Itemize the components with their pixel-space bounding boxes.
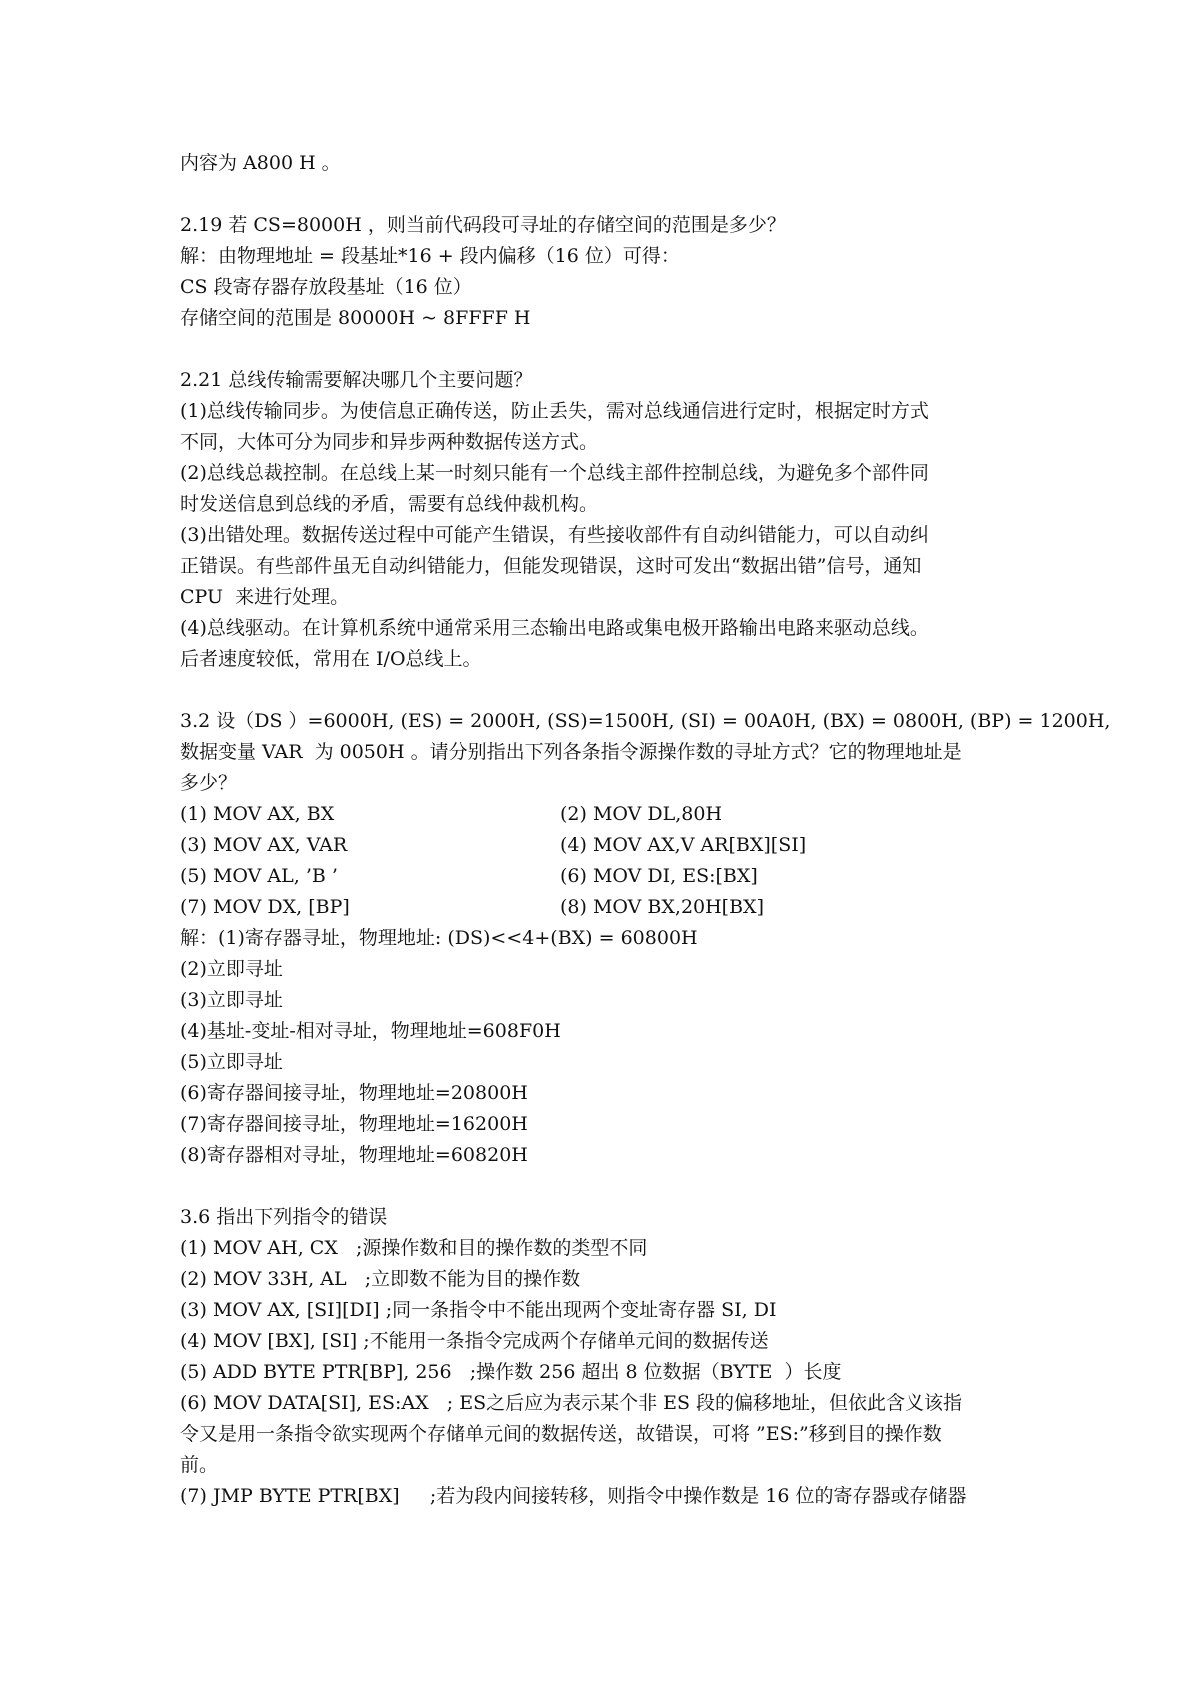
- answer-line: (6) MOV DATA[SI], ES:AX ; ES之后应为表示某个非 ES 段的偏移地址，但依此含义该指: [180, 1392, 963, 1414]
- question-3-2-title: 数据变量 VAR 为 0050H 。请分别指出下列各条指令源操作数的寻址方式？它的物理地址是: [180, 741, 962, 763]
- instruction-item: (3) MOV AX, VAR: [180, 834, 348, 856]
- answer-line: 解：(1)寄存器寻址，物理地址: (DS)<<4+(BX) = 60800H: [180, 927, 698, 949]
- answer-line: (2) MOV 33H, AL ;立即数不能为目的操作数: [180, 1268, 581, 1290]
- blank-line: [180, 179, 1140, 210]
- question-3-2-title: 多少？: [180, 772, 238, 794]
- answer-line: CS 段寄存器存放段基址（16 位）: [180, 276, 472, 298]
- instruction-item: (5) MOV AL, ’B ’: [180, 865, 338, 887]
- answer-line: (2)总线总裁控制。在总线上某一时刻只能有一个总线主部件控制总线，为避免多个部件同: [180, 462, 929, 484]
- answer-line: (1)总线传输同步。为使信息正确传送，防止丢失，需对总线通信进行定时，根据定时方式: [180, 400, 929, 422]
- question-3-6-title: 3.6 指出下列指令的错误: [180, 1206, 388, 1228]
- answer-line: (5) ADD BYTE PTR[BP], 256 ;操作数 256 超出 8 位数据（BYTE ）长度: [180, 1361, 842, 1383]
- answer-line: (4) MOV [BX], [SI] ;不能用一条指令完成两个存储单元间的数据传送: [180, 1330, 769, 1352]
- document-body: [180, 148, 1140, 1512]
- answer-line: 存储空间的范围是 80000H ~ 8FFFF H: [180, 307, 531, 329]
- instruction-row: [180, 830, 1140, 861]
- blank-line: [180, 1171, 1140, 1202]
- answer-line: (4)基址-变址-相对寻址，物理地址=608F0H: [180, 1020, 561, 1042]
- blank-line: [180, 334, 1140, 365]
- instruction-item: (1) MOV AX, BX: [180, 803, 335, 825]
- answer-line: (5)立即寻址: [180, 1051, 283, 1073]
- answer-line: (6)寄存器间接寻址，物理地址=20800H: [180, 1082, 528, 1104]
- instruction-item: (2) MOV DL,80H: [560, 803, 723, 825]
- question-3-2-title: 3.2 设（DS ）=6000H, (ES) = 2000H, (SS)=1500H, (SI) = 00A0H, (BX) = 0800H, (BP) = 1200H,: [180, 710, 1111, 732]
- answer-line: (2)立即寻址: [180, 958, 283, 980]
- answer-line: 正错误。有些部件虽无自动纠错能力，但能发现错误，这时可发出“数据出错”信号，通知: [180, 555, 922, 577]
- answer-line: (7) JMP BYTE PTR[BX] ;若为段内间接转移，则指令中操作数是 16 位的寄存器或存储器: [180, 1485, 967, 1507]
- answer-line: (8)寄存器相对寻址，物理地址=60820H: [180, 1144, 528, 1166]
- answer-line: 解：由物理地址 = 段基址*16 + 段内偏移（16 位）可得：: [180, 245, 680, 267]
- answer-line: 后者速度较低，常用在 I/O总线上。: [180, 648, 482, 670]
- intro-line: 内容为 A800 H 。: [180, 152, 341, 174]
- answer-line: (3)立即寻址: [180, 989, 283, 1011]
- answer-line: (1) MOV AH, CX ;源操作数和目的操作数的类型不同: [180, 1237, 648, 1259]
- question-2-19-title: 2.19 若 CS=8000H ，则当前代码段可寻址的存储空间的范围是多少？: [180, 214, 786, 236]
- answer-line: 令又是用一条指令欲实现两个存储单元间的数据传送，故错误，可将 ”ES:”移到目的操作数: [180, 1423, 942, 1445]
- instruction-item: (7) MOV DX, [BP]: [180, 896, 350, 918]
- instruction-row: [180, 861, 1140, 892]
- instruction-row: [180, 799, 1140, 830]
- answer-line: 不同，大体可分为同步和异步两种数据传送方式。: [180, 431, 599, 453]
- instruction-item: (6) MOV DI, ES:[BX]: [560, 865, 758, 887]
- instruction-item: (8) MOV BX,20H[BX]: [560, 896, 764, 918]
- instruction-item: (4) MOV AX,V AR[BX][SI]: [560, 834, 807, 856]
- answer-line: 前。: [180, 1454, 219, 1476]
- answer-line: 时发送信息到总线的矛盾，需要有总线仲裁机构。: [180, 493, 599, 515]
- answer-line: (3)出错处理。数据传送过程中可能产生错误，有些接收部件有自动纠错能力，可以自动纠: [180, 524, 929, 546]
- blank-line: [180, 675, 1140, 706]
- question-2-21-title: 2.21 总线传输需要解决哪几个主要问题？: [180, 369, 533, 391]
- answer-line: (4)总线驱动。在计算机系统中通常采用三态输出电路或集电极开路输出电路来驱动总线。: [180, 617, 929, 639]
- instruction-row: [180, 892, 1140, 923]
- answer-line: (7)寄存器间接寻址，物理地址=16200H: [180, 1113, 528, 1135]
- answer-line: CPU 来进行处理。: [180, 586, 350, 608]
- answer-line: (3) MOV AX, [SI][DI] ;同一条指令中不能出现两个变址寄存器 SI, DI: [180, 1299, 777, 1321]
